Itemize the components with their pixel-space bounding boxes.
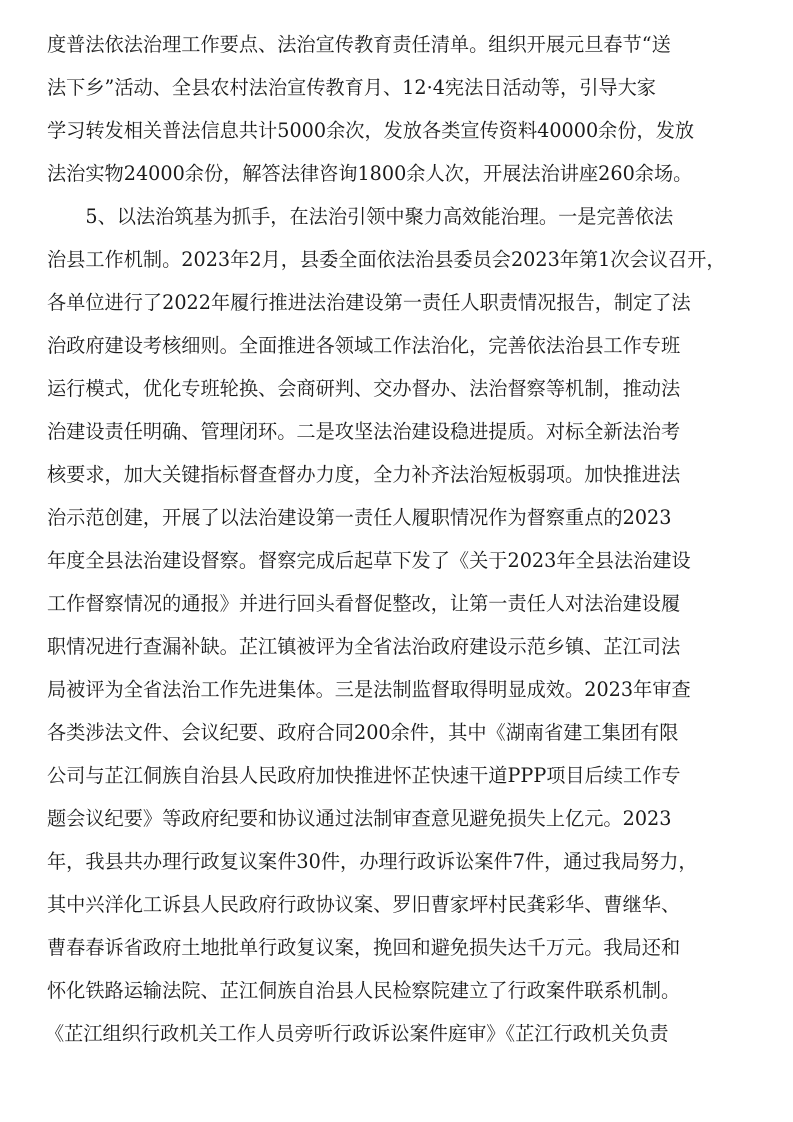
text-line-22: 曹春春诉省政府土地批单行政复议案，挽回和避免损失达千万元。我局还和 xyxy=(47,936,681,959)
text-line-14: 工作督察情况的通报》并进行回头看督促整改，让第一责任人对法治建设履 xyxy=(47,592,681,615)
text-line-13: 年度全县法治建设督察。督察完成后起草下发了《关于2023年全县法治建设 xyxy=(47,549,691,572)
text-line-23: 怀化铁路运输法院、芷江侗族自治县人民检察院建立了行政案件联系机制。 xyxy=(47,979,681,1002)
text-line-8: 治政府建设考核细则。全面推进各领域工作法治化，完善依法治县工作专班 xyxy=(47,334,681,357)
text-line-1: 度普法依法治理工作要点、法治宣传教育责任清单。组织开展元旦春节“送 xyxy=(47,33,671,56)
text-line-18: 公司与芷江侗族自治县人民政府加快推进怀芷快速干道PPP项目后续工作专 xyxy=(47,764,681,787)
text-line-10: 治建设责任明确、管理闭环。二是攻坚法治建设稳进提质。对标全新法治考 xyxy=(47,420,681,443)
paragraph-start-line: 5、以法治筑基为抓手，在法治引领中聚力高效能治理。一是完善依法 xyxy=(47,205,674,228)
text-line-21: 其中兴洋化工诉县人民政府行政协议案、罗旧曹家坪村民龚彩华、曹继华、 xyxy=(47,893,681,916)
text-line-3: 学习转发相关普法信息共计5000余次，发放各类宣传资料40000余份，发放 xyxy=(47,119,695,142)
text-line-19: 题会议纪要》等政府纪要和协议通过法制审查意见避免损失上亿元。2023 xyxy=(47,807,672,830)
text-line-16: 局被评为全省法治工作先进集体。三是法制监督取得明显成效。2023年审查 xyxy=(47,678,691,701)
text-line-17: 各类涉法文件、会议纪要、政府合同200余件，其中《湖南省建工集团有限 xyxy=(47,721,679,744)
text-line-12: 治示范创建，开展了以法治建设第一责任人履职情况作为督察重点的2023 xyxy=(47,506,672,529)
text-line-4: 法治实物24000余份，解答法律咨询1800余人次，开展法治讲座260余场。 xyxy=(47,162,693,185)
text-line-2: 法下乡”活动、全县农村法治宣传教育月、12·4宪法日活动等，引导大家 xyxy=(47,76,656,99)
text-line-24: 《芷江组织行政机关工作人员旁听行政诉讼案件庭审》《芷江行政机关负责 xyxy=(45,1022,669,1045)
text-line-20: 年，我县共办理行政复议案件30件，办理行政诉讼案件7件，通过我局努力， xyxy=(47,850,698,873)
text-line-6: 治县工作机制。2023年2月，县委全面依法治县委员会2023年第1次会议召开， xyxy=(47,248,726,271)
text-line-7: 各单位进行了2022年履行推进法治建设第一责任人职责情况报告，制定了法 xyxy=(47,291,691,314)
text-line-15: 职情况进行查漏补缺。芷江镇被评为全省法治政府建设示范乡镇、芷江司法 xyxy=(47,635,681,658)
text-line-9: 运行模式，优化专班轮换、会商研判、交办督办、法治督察等机制，推动法 xyxy=(47,377,681,400)
text-line-11: 核要求，加大关键指标督查督办力度，全力补齐法治短板弱项。加快推进法 xyxy=(47,463,681,486)
